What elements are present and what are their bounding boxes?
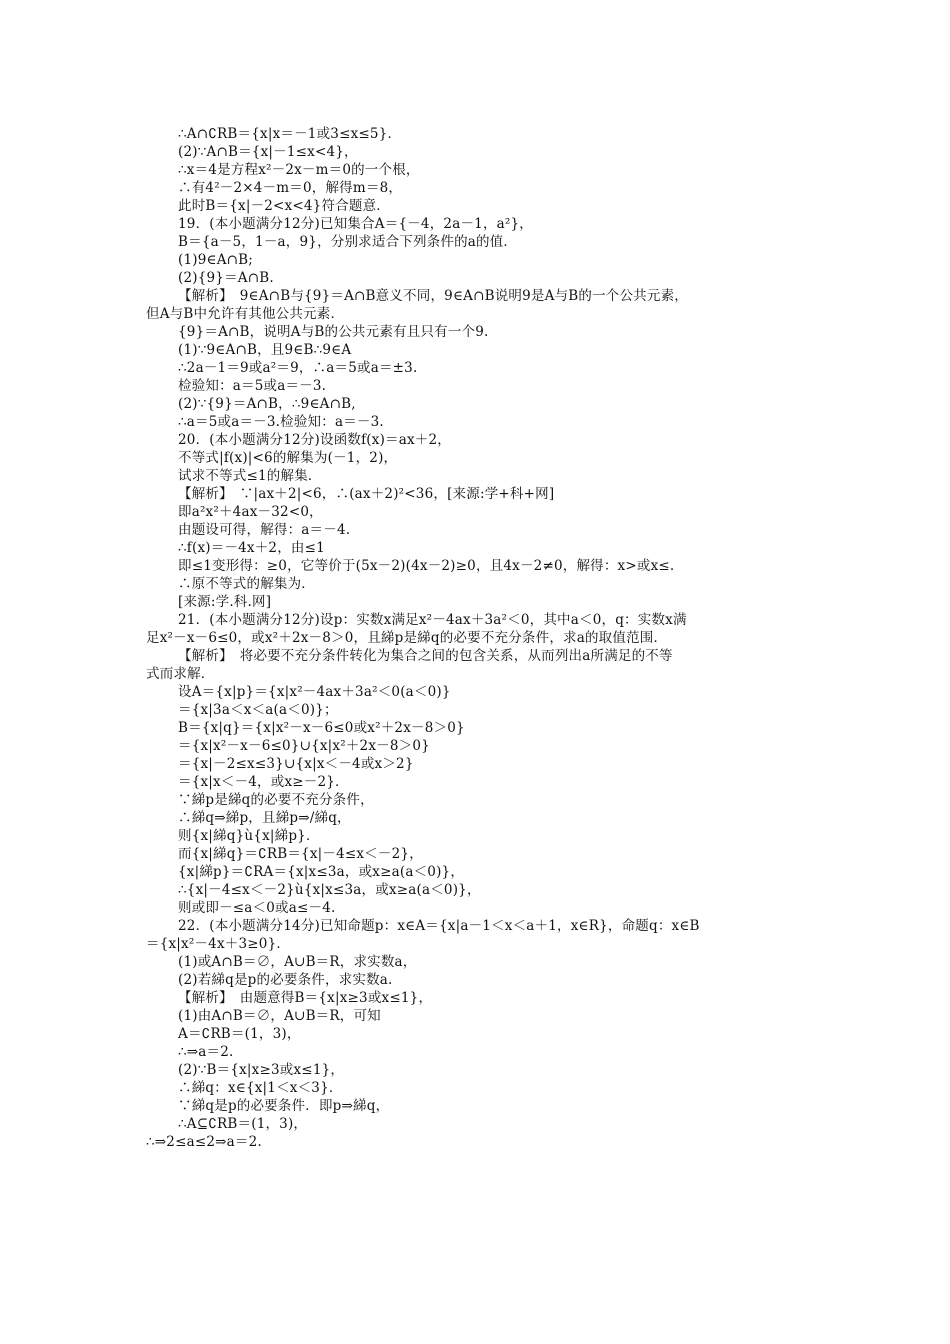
question-20-title: 20．(本小题满分12分)设函数f(x)＝ax＋2，	[178, 432, 451, 448]
text-line: 式而求解．	[146, 666, 215, 682]
text-line: ∴⇒2≤a≤2⇒a＝2.	[146, 1134, 262, 1150]
text-line: ∴原不等式的解集为．	[178, 576, 315, 592]
text-line: 此时B＝{x|－2<x<4}符合题意．	[178, 198, 390, 214]
text-line: A＝∁RB＝(1，3)，	[178, 1026, 301, 1042]
text-line: ＝{x|x＜－4，或x≥－2}．	[178, 774, 349, 790]
text-line: {9}＝A∩B，说明A与B的公共元素有且只有一个9.	[178, 324, 489, 340]
text-line: 【解析】 将必要不充分条件转化为集合之间的包含关系，从而列出a所满足的不等	[178, 648, 673, 664]
text-line: ∴a＝5或a＝－3.检验知：a＝－3.	[178, 414, 384, 430]
text-line: (1)或A∩B＝∅，A∪B＝R，求实数a，	[178, 954, 417, 970]
source-note: [来源:学.科.网]	[178, 594, 272, 610]
text-line: 设A＝{x|p}＝{x|x²－4ax＋3a²＜0(a＜0)}	[178, 684, 451, 700]
text-line: B＝{a－5，1－a，9}，分别求适合下列条件的a的值．	[178, 234, 518, 250]
text-line: 足x²－x－6≤0，或x²＋2x－8＞0，且綈p是綈q的必要不充分条件，求a的取值范围．	[146, 630, 668, 646]
text-line: ∴⇒a＝2.	[178, 1044, 234, 1060]
question-19-title: 19．(本小题满分12分)已知集合A＝{－4，2a－1，a²}，	[178, 216, 533, 232]
text-line: (2)∵B＝{x|x≥3或x≤1}，	[178, 1062, 345, 1078]
text-line: ∴{x|－4≤x＜－2}ù{x|x≤3a，或x≥a(a＜0)}，	[178, 882, 481, 898]
text-line: (2)若綈q是p的必要条件，求实数a.	[178, 972, 393, 988]
text-line: 即a²x²＋4ax－32<0，	[178, 504, 323, 520]
question-22-title: 22．(本小题满分14分)已知命题p：x∈A＝{x|a－1＜x＜a＋1，x∈R}，命题q：x∈B	[178, 918, 700, 934]
question-21-title: 21．(本小题满分12分)设p：实数x满足x²－4ax＋3a²＜0，其中a＜0，q：实数x满	[178, 612, 687, 628]
text-line: 【解析】 ∵|ax＋2|<6，∴(ax＋2)²<36，[来源:学+科+网]	[178, 486, 555, 502]
text-line: ∵綈p是綈q的必要不充分条件，	[178, 792, 374, 808]
text-line: 而{x|綈q}＝∁RB＝{x|－4≤x＜－2}，	[178, 846, 423, 862]
text-line: ＝{x|3a＜x＜a(a＜0)}；	[178, 702, 338, 718]
text-line: (1)∵9∈A∩B，且9∈B∴9∈A	[178, 342, 352, 358]
text-line: 即≤1变形得：≥0，它等价于(5x－2)(4x－2)≥0，且4x－2≠0，解得：x>或x≤.	[178, 558, 675, 574]
text-line: 则或即－≤a＜0或a≤－4.	[178, 900, 336, 916]
text-line: 不等式|f(x)|<6的解集为(－1，2)，	[178, 450, 398, 466]
text-line: B＝{x|q}＝{x|x²－x－6≤0或x²＋2x－8＞0}	[178, 720, 465, 736]
text-line: ＝{x|－2≤x≤3}∪{x|x＜－4或x＞2}	[178, 756, 414, 772]
text-line: 由题设可得，解得：a＝－4.	[178, 522, 351, 538]
text-line: 检验知：a＝5或a＝－3.	[178, 378, 327, 394]
text-line: ∴2a－1＝9或a²＝9，∴a＝5或a＝±3.	[178, 360, 418, 376]
text-line: ∴A∩∁RB＝{x|x＝－1或3≤x≤5}．	[178, 126, 402, 142]
text-line: ∴綈q⇒綈p，且綈p⇒/綈q，	[178, 810, 351, 826]
text-line: 试求不等式≤1的解集．	[178, 468, 322, 484]
text-line: ∴f(x)＝－4x＋2，由≤1	[178, 540, 325, 556]
text-line: (2)∵{9}＝A∩B，∴9∈A∩B,	[178, 396, 356, 412]
text-line: 【解析】 9∈A∩B与{9}＝A∩B意义不同，9∈A∩B说明9是A与B的一个公共元素，	[178, 288, 688, 304]
text-line: 但A与B中允许有其他公共元素．	[146, 306, 345, 322]
text-line: ＝{x|x²－x－6≤0}∪{x|x²＋2x－8＞0}	[178, 738, 430, 754]
text-line: ∵綈q是p的必要条件．即p⇒綈q，	[178, 1098, 390, 1114]
text-line: ∴綈q：x∈{x|1＜x＜3}．	[178, 1080, 343, 1096]
text-line: {x|綈p}＝∁RA＝{x|x≤3a，或x≥a(a＜0)}，	[178, 864, 465, 880]
text-line: 【解析】 由题意得B＝{x|x≥3或x≤1}，	[178, 990, 433, 1006]
text-line: (2){9}＝A∩B.	[178, 270, 274, 286]
text-line: ＝{x|x²－4x＋3≥0}．	[146, 936, 291, 952]
text-line: ∴有4²－2×4－m＝0，解得m＝8，	[178, 180, 403, 196]
text-line: ∴x＝4是方程x²－2x－m＝0的一个根，	[178, 162, 420, 178]
text-line: ∴A⊆∁RB＝(1，3)，	[178, 1116, 308, 1132]
text-line: (1)由A∩B＝∅，A∪B＝R，可知	[178, 1008, 381, 1024]
text-line: (1)9∈A∩B;	[178, 252, 254, 268]
text-line: 则{x|綈q}ù{x|綈p}．	[178, 828, 320, 844]
text-line: (2)∵A∩B＝{x|－1≤x<4}，	[178, 144, 358, 160]
